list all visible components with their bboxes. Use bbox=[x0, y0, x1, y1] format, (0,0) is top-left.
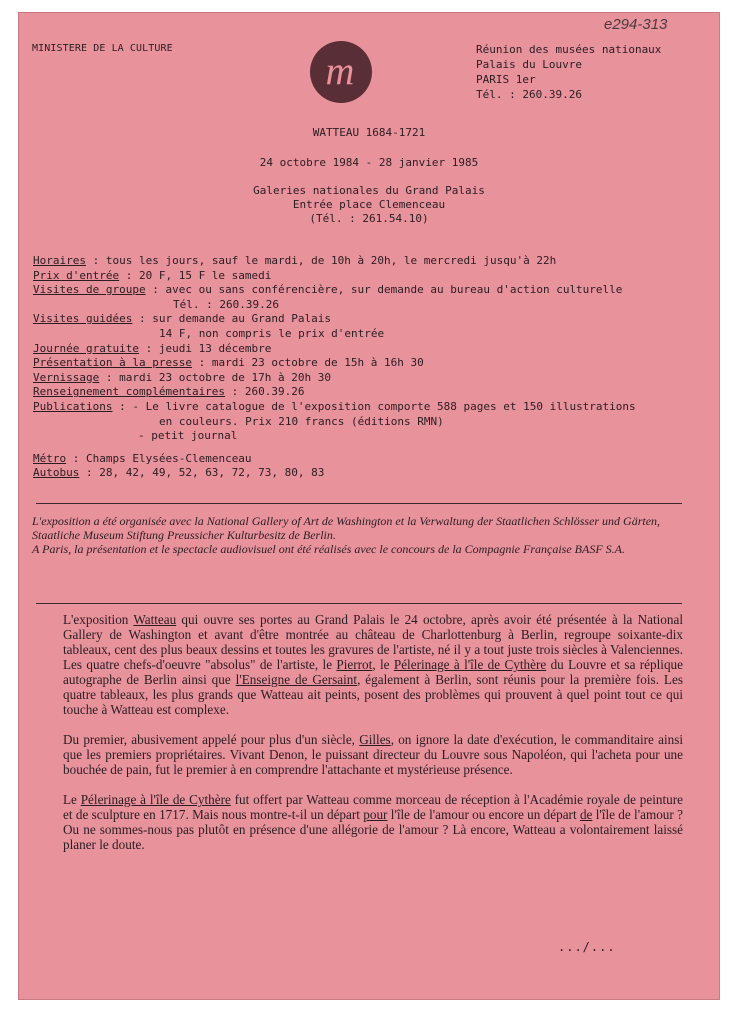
info-value: : jeudi 13 décembre bbox=[138, 341, 272, 355]
info-row-metro bbox=[33, 452, 636, 467]
text-run: , également à Berlin, sont réunis pour la première fois. Les quatre tableaux, les plus grands que Watteau ait peints, posent des problèmes qui prouvent à quel point tout ce qui touche à Watteau est complexe. bbox=[63, 672, 683, 717]
text-run: Pélerinage à l'île de Cythère bbox=[393, 657, 547, 672]
info-label: Visites de groupe bbox=[33, 283, 146, 297]
text-run: , le bbox=[372, 657, 394, 672]
article-paragraph bbox=[63, 792, 683, 852]
info-value: : 28, 42, 49, 52, 63, 72, 73, 80, 83 bbox=[79, 466, 325, 480]
info-row-visites-groupe-tel: Tél. : 260.39.26 bbox=[173, 297, 279, 311]
venue-line: (Tél. : 261.54.10) bbox=[309, 212, 429, 225]
divider bbox=[36, 603, 682, 604]
exhibition-dates: 24 octobre 1984 - 28 janvier 1985 bbox=[259, 156, 479, 169]
text-run: Gilles bbox=[359, 732, 391, 747]
text-run: de bbox=[579, 807, 593, 822]
info-value: : 20 F, 15 F le samedi bbox=[119, 268, 272, 282]
rmn-line: Tél. : 260.39.26 bbox=[476, 88, 582, 101]
text-run: Pélerinage à l'île de Cythère bbox=[80, 792, 231, 807]
info-label: Prix d'entrée bbox=[33, 268, 120, 282]
text-run: l'île de l'amour ou encore un départ bbox=[387, 807, 580, 822]
credits-line: A Paris, la présentation et le spectacle audiovisuel ont été réalisés avec le concours de la Compagnie Française BASF S.A. bbox=[32, 542, 625, 556]
logo-letter: m bbox=[325, 48, 355, 93]
info-row-publications-2: en couleurs. Prix 210 francs (éditions RMN) bbox=[159, 414, 444, 428]
rmn-logo bbox=[309, 40, 373, 104]
document-sheet bbox=[18, 12, 720, 1000]
info-label: Présentation à la presse bbox=[33, 356, 192, 370]
rmn-address bbox=[476, 42, 661, 102]
text-run: fut offert par Watteau comme morceau de réception à l'Académie royale de peinture et de sculpture en 1717. Mais nous montre-t-il un départ bbox=[63, 792, 684, 822]
info-label: Autobus bbox=[33, 466, 80, 480]
info-value: : 260.39.26 bbox=[225, 385, 305, 399]
practical-info bbox=[33, 254, 636, 481]
info-row-publications bbox=[33, 400, 636, 415]
info-row-horaires bbox=[33, 254, 636, 269]
text-run: Watteau bbox=[133, 612, 177, 627]
ministry-heading: MINISTERE DE LA CULTURE bbox=[32, 43, 173, 54]
info-row-vernissage bbox=[33, 371, 636, 386]
info-label: Journée gratuite bbox=[33, 341, 139, 355]
handwritten-reference: e294-313 bbox=[604, 16, 668, 33]
info-row-journee bbox=[33, 342, 636, 357]
info-value: : mardi 23 octobre de 17h à 20h 30 bbox=[99, 370, 332, 384]
info-value: : sur demande au Grand Palais bbox=[132, 312, 332, 326]
venue-line: Entrée place Clemenceau bbox=[292, 198, 446, 211]
text-run: L'exposition bbox=[63, 612, 134, 627]
info-label: Publications bbox=[33, 399, 113, 413]
text-run: , on ignore la date d'exécution, le commanditaire ainsi que les premiers propriétaires. Vivant Denon, le puissant directeur du Louvre sous Napoléon, qui l'acheta pour une bouchée de pain, fut le premier à en comprendre l'attachante et mystérieuse présence. bbox=[63, 732, 683, 777]
info-row-visites-guidees bbox=[33, 312, 636, 327]
credits-line: L'exposition a été organisée avec la National Gallery of Art de Washington et la Verwaltung der Staatlichen Schlösser und Gärten, Staatliche Museum Stiftung Preussicher Kulturbesitz de Berlin. bbox=[32, 514, 661, 542]
info-row-visites-guidees-price: 14 F, non compris le prix d'entrée bbox=[159, 326, 385, 340]
info-value: : tous les jours, sauf le mardi, de 10h à 20h, le mercredi jusqu'à 22h bbox=[85, 254, 557, 267]
text-run: l'île de l'amour ? Ou ne sommes-nous pas plutôt en présence d'une allégorie de l'amour ? Là encore, Watteau a volontairement laissé planer le doute. bbox=[63, 807, 683, 852]
continuation-mark: .../... bbox=[558, 940, 616, 954]
info-label: Horaires bbox=[33, 254, 86, 267]
info-row-presse bbox=[33, 356, 636, 371]
info-label: Visites guidées bbox=[33, 312, 133, 326]
info-row-autobus bbox=[33, 466, 636, 481]
rmn-line: Réunion des musées nationaux bbox=[476, 43, 662, 56]
article-paragraph bbox=[63, 732, 683, 777]
text-run: l'Enseigne de Gersaint bbox=[235, 672, 358, 687]
divider bbox=[36, 503, 682, 504]
info-row-renseignement bbox=[33, 385, 636, 400]
info-value: : - Le livre catalogue de l'exposition comporte 588 pages et 150 illustrations bbox=[112, 399, 636, 413]
text-run: pour bbox=[363, 807, 388, 822]
credits bbox=[32, 514, 692, 556]
text-run: Du premier, abusivement appelé pour plus d'un siècle, bbox=[63, 732, 360, 747]
text-run: Pierrot bbox=[336, 657, 373, 672]
text-run: du Louvre et sa réplique autographe de Berlin ainsi que bbox=[63, 657, 683, 687]
info-value: : mardi 23 octobre de 15h à 16h 30 bbox=[191, 356, 424, 370]
text-run: Le bbox=[63, 792, 81, 807]
info-label: Vernissage bbox=[33, 370, 100, 384]
text-run: qui ouvre ses portes au Grand Palais le 24 octobre, après avoir été présentée à la National Gallery de Washington et avant d'être montrée au château de Charlottenburg à Berlin, regroupe soixante-dix tableaux, cent des plus beaux dessins et toutes les gravures de l'artiste, né il y a tout juste trois siècles à Valenciennes. Les quatre chefs-d'oeuvre "absolus" de l'artiste, le bbox=[63, 612, 684, 672]
info-label: Renseignement complémentaires bbox=[33, 385, 226, 399]
article-body bbox=[63, 612, 683, 867]
info-row-prix bbox=[33, 269, 636, 284]
info-row-visites-groupe bbox=[33, 283, 636, 298]
exhibition-title: WATTEAU 1684-1721 bbox=[312, 126, 426, 139]
info-value: : avec ou sans conférencière, sur demande au bureau d'action culturelle bbox=[145, 283, 623, 297]
info-value: : Champs Elysées-Clemenceau bbox=[66, 451, 252, 465]
rmn-line: PARIS 1er bbox=[476, 73, 536, 86]
spacer bbox=[33, 444, 636, 452]
info-label: Métro bbox=[33, 451, 67, 465]
venue-line: Galeries nationales du Grand Palais bbox=[253, 184, 485, 197]
rmn-line: Palais du Louvre bbox=[476, 58, 582, 71]
article-paragraph bbox=[63, 612, 683, 717]
info-row-publications-3: - petit journal bbox=[138, 429, 238, 443]
exhibition-venue bbox=[18, 184, 720, 226]
